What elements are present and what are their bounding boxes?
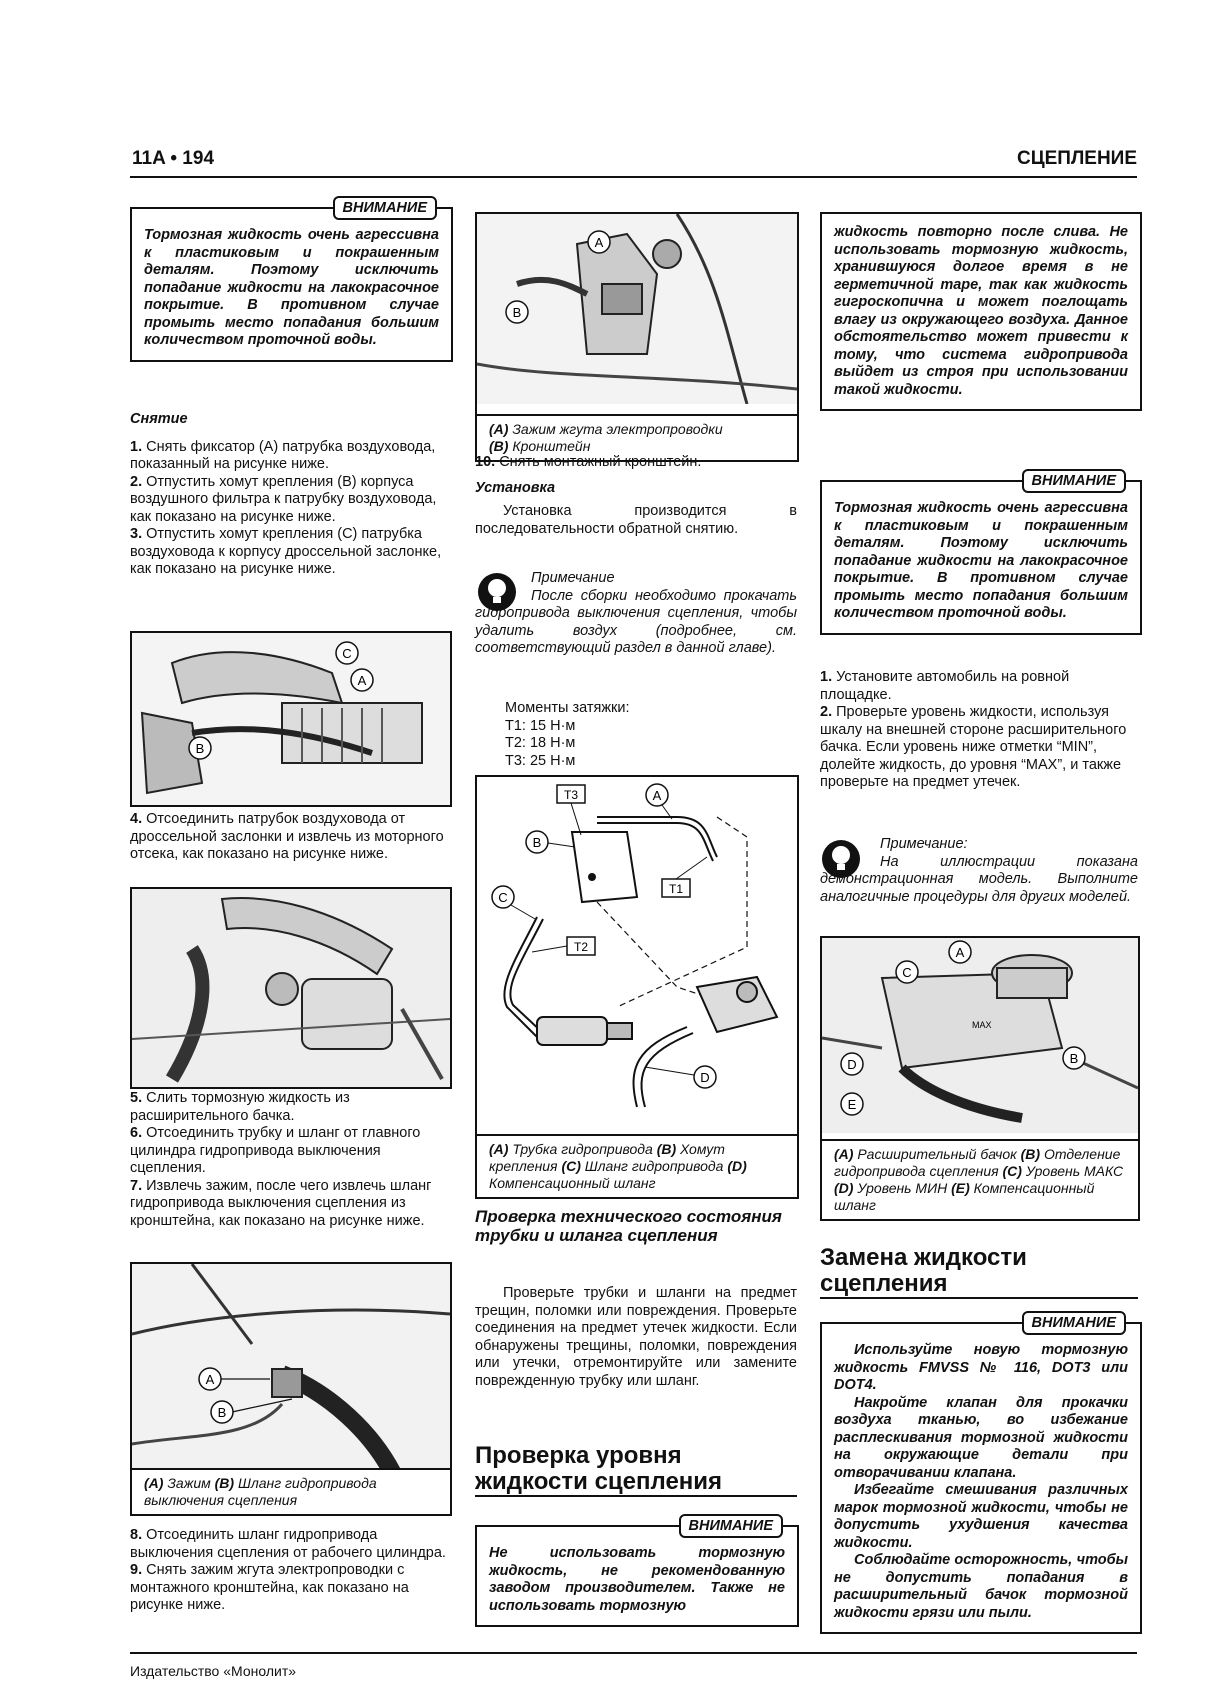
label-b: B [532,835,542,850]
steps-b [130,811,450,864]
label-a: A [357,673,367,688]
label-t1: T1 [668,882,684,896]
step-item: 1. Снять фиксатор (А) патрубка воздуховода, показанный на рисунке ниже. [130,438,436,472]
step-item: 2. Отпустить хомут крепления (В) корпуса воздушного фильтра к патрубку воздуховода, как показано на рисунке ниже. [130,473,437,525]
note-text: После сборки необходимо прокачать гидропривода выключения сцепления, чтобы удалить воздух (подробнее, см. соответствующий раздел в данной главе). [475,587,797,656]
torque-title: Моменты затяжки: [505,700,630,716]
torque-list [505,700,827,770]
label-a: A [594,235,604,250]
warning-text: Тормозная жидкость очень агрессивна к пластиковым и покрашенным деталям. Поэтому исключить попадание жидкости на лакокрасочное покрытие. В противном случае промыть место попадания большим количеством проточной воды. [834,500,1128,621]
warning-box-1 [130,200,453,362]
level-heading: Проверка уровня жидкости сцепления [475,1443,797,1497]
label-t2: T2 [573,940,589,954]
step-item: 1. Установите автомобиль на ровной площадке. [820,669,1070,703]
warning-text: Не использовать тормозную жидкость, не рекомендованную заводом производителем. Также не использовать тормозную [489,1545,785,1614]
step-item: 5. Слить тормозную жидкость из расширительного бачка. [130,1090,350,1124]
note-title: Примечание [531,570,615,586]
warning-item: Избегайте смешивания различных марок тормозной жидкости, чтобы не допустить ухудшения качества жидкости. [834,1482,1128,1551]
publisher: Издательство «Монолит» [130,1663,297,1679]
label-a: A [205,1372,215,1387]
engine-compartment-illustration [132,889,450,1087]
note-block [820,836,1138,906]
step-item: 4. Отсоединить патрубок воздуховода от дроссельной заслонки и извлечь из моторного отсека, как показано на рисунке ниже. [130,811,444,862]
warning-label: ВНИМАНИЕ [333,196,438,220]
warning-label: ВНИМАНИЕ [1022,469,1127,493]
warning-text: жидкость повторно после слива. Не использовать тормозную жидкость, хранившуюся долгое время в не герметичной таре, так как жидкость гигроскопична и может поглощать влагу из окружающего воздуха. Данное обстоятельство может привести к тому, что система гидропривода выйдет из строя при использовании такой жидкости. [834,224,1128,398]
steps-c [130,1090,450,1230]
check-heading: Проверка технического состояния трубки и шланга сцепления [475,1207,782,1245]
warning-item: Используйте новую тормозную жидкость FMVSS № 116, DOT3 или DOT4. [834,1342,1128,1393]
bracket-illustration [477,214,797,404]
label-b: B [195,741,205,756]
steps-d [130,1527,450,1615]
removal-heading: Снятие [130,411,188,427]
figure-caption: (A) Расширительный бачок (B) Отделение гидропривода сцепления (C) Уровень МАКС (D) Уровень МИН (E) Компенсационный шланг [822,1139,1138,1219]
warning-box-2 [475,1518,799,1627]
torque-item: T1: 15 Н·м [505,717,576,734]
step-item: 6. Отсоединить трубку и шланг от главного цилиндра гидропривода выключения сцепления. [130,1125,421,1176]
install-heading: Установка [475,479,556,496]
warning-text: Тормозная жидкость очень агрессивна к пластиковым и покрашенным деталям. Поэтому исключить попадание жидкости на лакокрасочное покрытие. В противном случае промыть место попадания большим количеством проточной воды. [144,227,439,348]
hydraulic-diagram [477,777,797,1132]
removal-section [130,411,450,579]
step-item: 9. Снять зажим жгута электропроводки с монтажного кронштейна, как показано на рисунке ниже. [130,1562,409,1613]
step-item: 8. Отсоединить шланг гидропривода выключения сцепления от рабочего цилиндра. [130,1527,446,1561]
figure-caption: (A) Зажим (B) Шланг гидропривода выключения сцепления [132,1468,450,1514]
warning-item: Соблюдайте осторожность, чтобы не допустить попадания в расширительный бачок тормозной жидкости грязи или пыли. [834,1552,1128,1621]
page-number: 11A • 194 [132,148,215,169]
label-c: C [498,890,508,905]
figure-hydraulic-diagram [475,775,799,1199]
warning-label: ВНИМАНИЕ [679,1514,784,1538]
label-b: B [217,1405,227,1420]
figure-reservoir [820,936,1140,1221]
warning-continuation [820,212,1142,411]
torque-item: T3: 25 Н·м [505,752,576,769]
check-text: Проверьте трубки и шланги на предмет трещин, поломки или повреждения. Проверьте соединения на предмет утечек жидкости. Если обнаружены трещины, поломки, повреждения или утечки, отремонтируйте или замените поврежденную трубку или шланг. [475,1285,797,1389]
figure-engine-compartment [130,887,452,1089]
label-c: C [342,646,352,661]
install-text: Установка производится в последовательности обратной снятию. [475,503,797,537]
figure-engine-air-intake [130,631,452,807]
label-max: MAX [972,1020,992,1030]
level-steps [820,669,1138,792]
warning-item: Накройте клапан для прокачки воздуха тканью, во избежание расплескивания тормозной жидкости на окружающие детали при отворачивании клапана. [834,1394,1128,1481]
note-block [475,570,797,658]
replace-heading: Замена жидкости сцепления [820,1245,1138,1299]
note-text: На иллюстрации показана демонстрационная модель. Выполните аналогичные процедуры для других моделей. [820,853,1138,905]
label-a: A [652,788,662,803]
install-section [475,454,797,538]
warning-box-4 [820,1315,1142,1634]
torque-item: T2: 18 Н·м [505,735,576,751]
step-item: 10. Снять монтажный кронштейн. [475,454,702,470]
label-a: A [955,945,965,960]
warning-label: ВНИМАНИЕ [1022,1311,1127,1335]
footer-rule [130,1652,1137,1654]
label-d: D [847,1057,857,1072]
label-b: B [512,305,522,320]
engine-illustration [132,633,450,805]
header-rule [130,176,1137,178]
step-item: 3. Отпустить хомут крепления (С) патрубка воздуховода к корпусу дроссельной заслонке, как показано на рисунке ниже. [130,526,442,577]
figure-bracket [475,212,799,462]
figure-caption: (A) Трубка гидропривода (B) Хомут крепления (C) Шланг гидропривода (D) Компенсационный шланг [477,1134,797,1197]
reservoir-illustration [822,938,1138,1133]
step-item: 2. Проверьте уровень жидкости, используя шкалу на внешней стороне расширительного бачка. Если уровень ниже отметки “MIN”, долейте жидкость, до уровня “MAX”, и также проверьте на предмет утечек. [820,704,1127,790]
figure-caption: (A) Зажим жгута электропроводки (B) Кронштейн [477,414,797,460]
label-b: B [1069,1051,1079,1066]
clamp-hose-illustration [132,1264,450,1472]
label-e: E [847,1097,857,1112]
figure-clamp-hose [130,1262,452,1516]
steps-a [130,439,450,579]
warning-box-3 [820,473,1142,635]
label-d: D [700,1070,710,1085]
check-section [475,1285,797,1390]
label-c: C [902,965,912,980]
note-title: Примечание: [880,836,968,852]
step-item: 7. Извлечь зажим, после чего извлечь шланг гидропривода выключения сцепления из кронштейна, как показано на рисунке ниже. [130,1177,432,1229]
chapter-title: СЦЕПЛЕНИЕ [1017,148,1137,169]
label-t3: T3 [563,788,579,802]
